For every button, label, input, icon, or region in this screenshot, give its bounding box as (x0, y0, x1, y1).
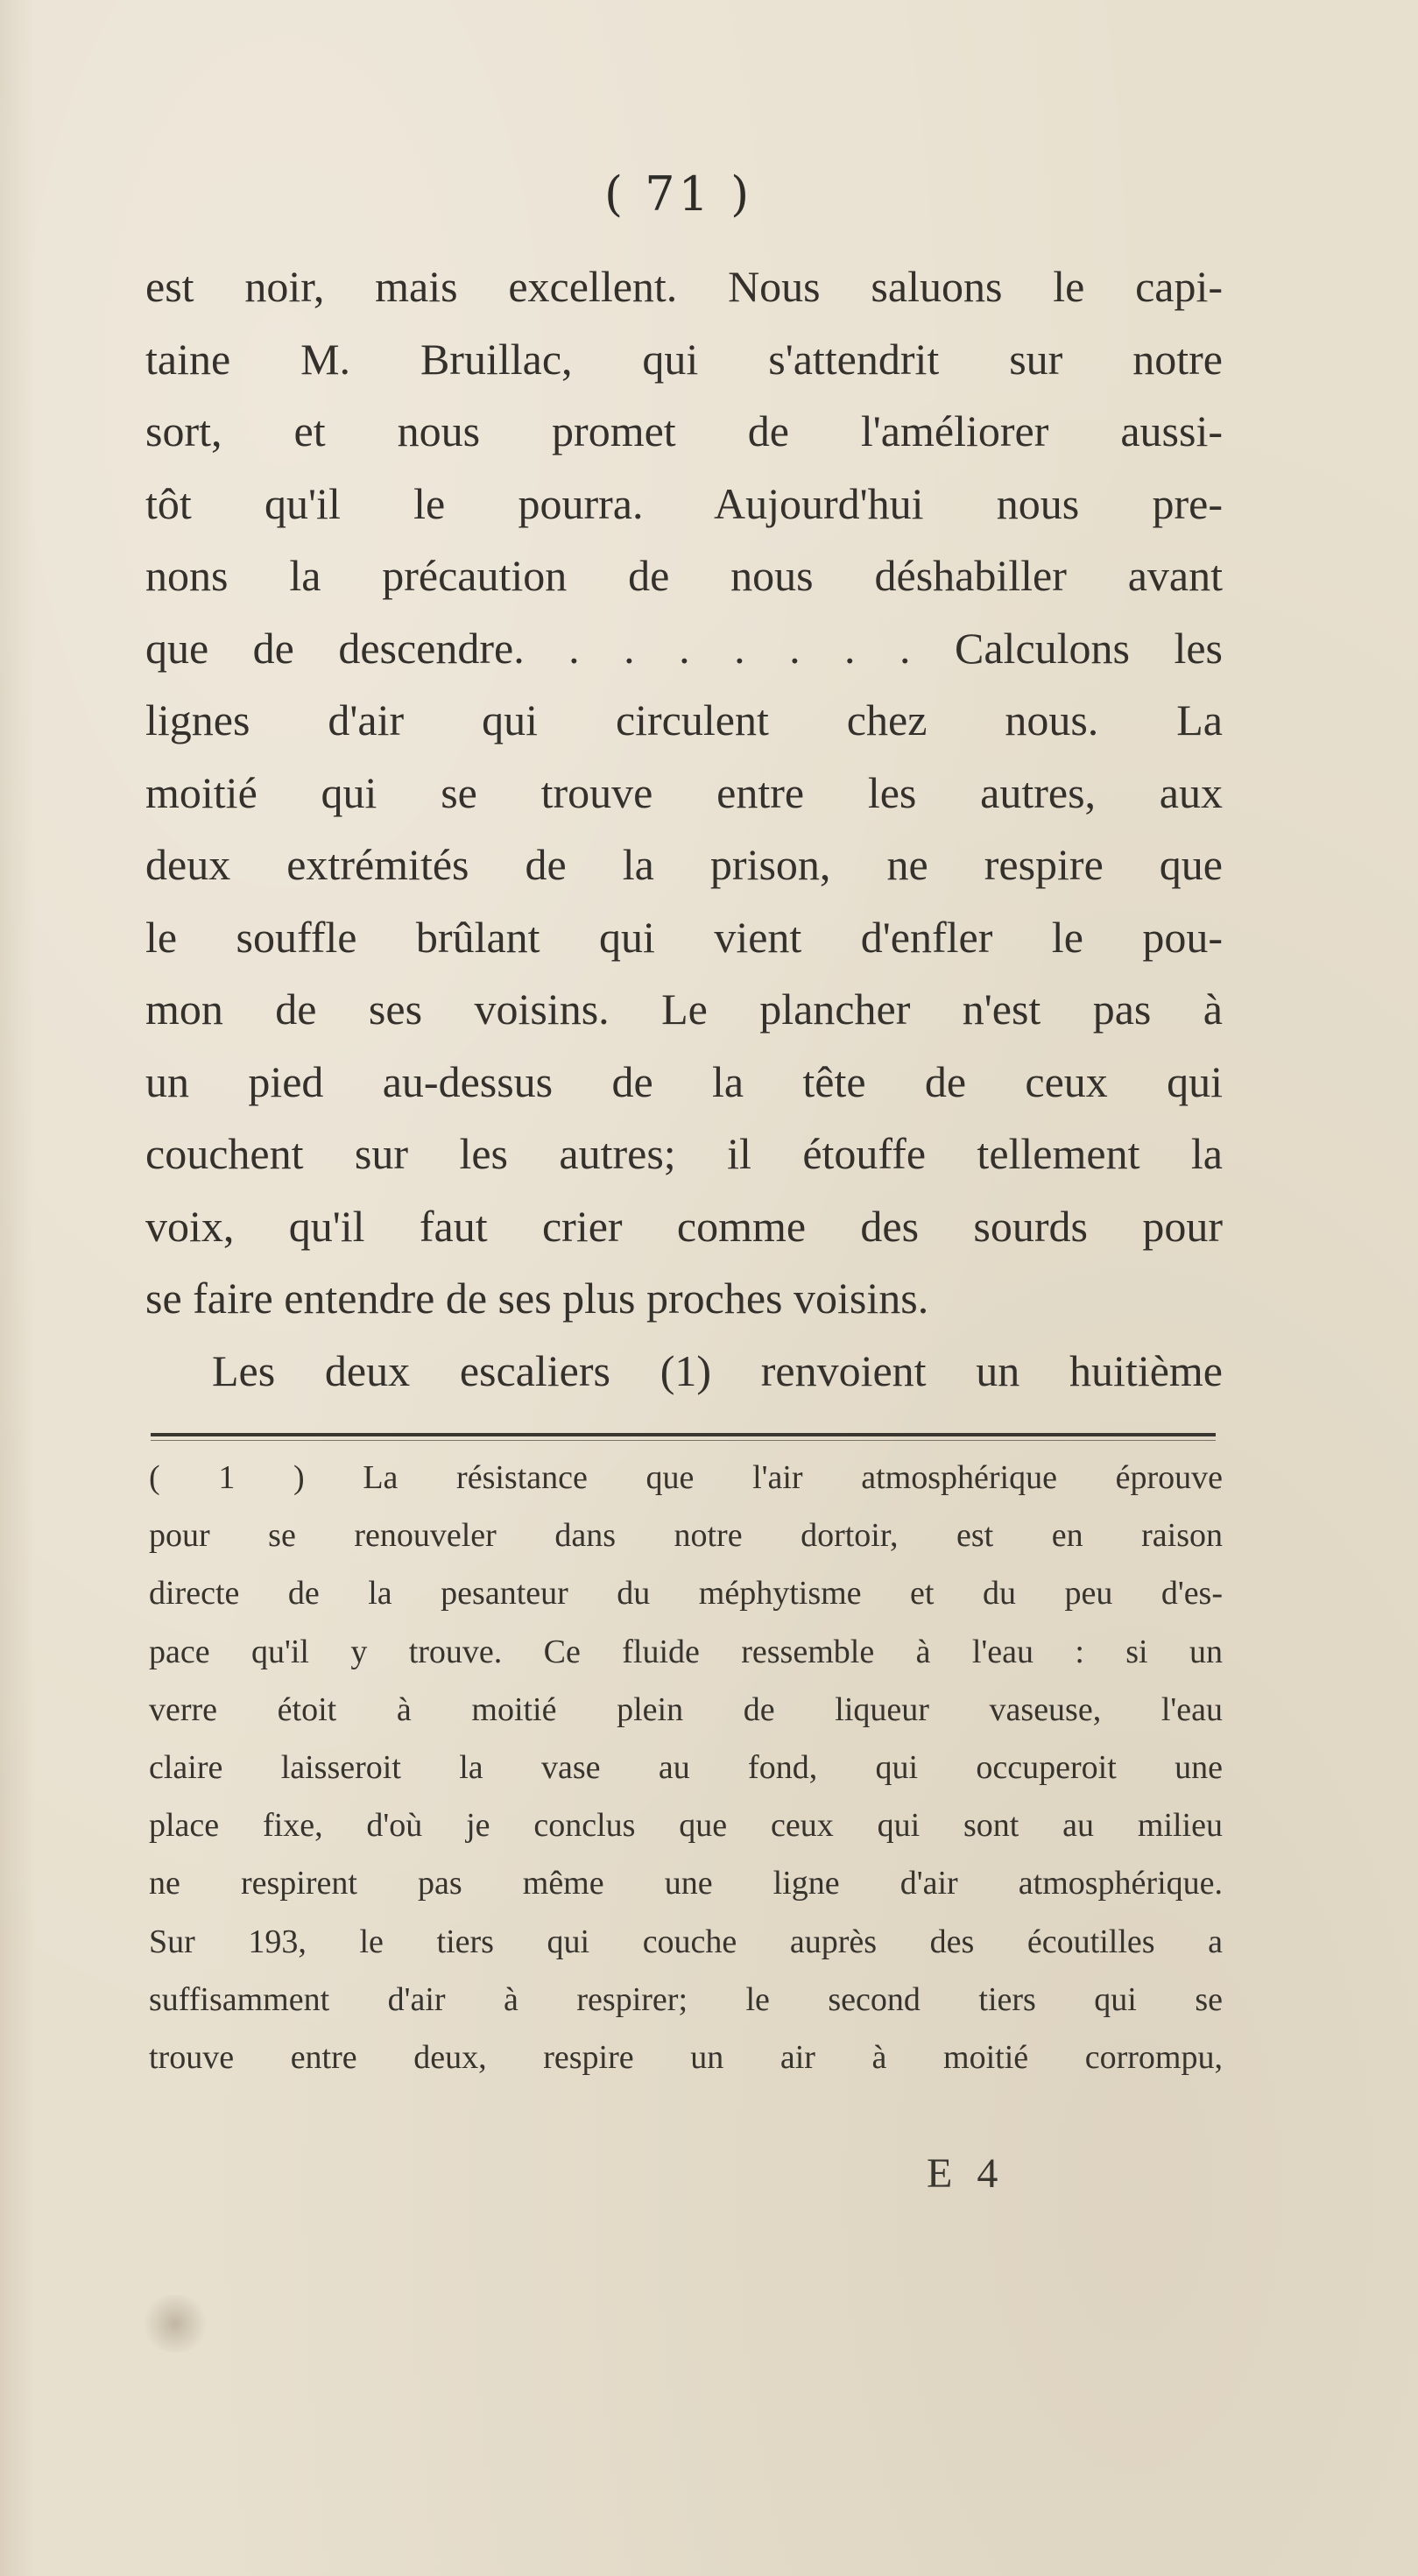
footnote-separator-rule (151, 1433, 1216, 1436)
footnote-line: pour se renouveler dans notre dortoir, est en raison (149, 1517, 1223, 1555)
text-line: moitié qui se trouve entre les autres, aux (145, 767, 1223, 817)
main-text-block (145, 251, 1223, 1407)
footnote-line: ne respirent pas même une ligne d'air atmosphérique. (149, 1865, 1223, 1902)
text-line: Les deux escaliers (1) renvoient un huitième (212, 1345, 1223, 1395)
text-line: le souffle brûlant qui vient d'enfler le pou- (145, 912, 1223, 962)
text-line: est noir, mais excellent. Nous saluons le capi- (145, 262, 1223, 311)
text-line: se faire entendre de ses plus proches voisins. (145, 1274, 929, 1323)
text-line: tôt qu'il le pourra. Aujourd'hui nous pre- (145, 478, 1223, 528)
text-line: mon de ses voisins. Le plancher n'est pas à (145, 985, 1223, 1034)
footnote-line: verre étoit à moitié plein de liqueur vaseuse, l'eau (149, 1690, 1223, 1728)
text-line: un pied au-dessus de la tête de ceux qui (145, 1056, 1223, 1106)
text-line: taine M. Bruillac, qui s'attendrit sur notre (145, 334, 1223, 384)
footnote-line: directe de la pesanteur du méphytisme et du peu d'es- (149, 1575, 1223, 1613)
paper-stain (140, 2295, 210, 2353)
footnote-line: suffisamment d'air à respirer; le second tiers qui se (149, 1980, 1223, 2018)
text-line: couchent sur les autres; il étouffe tellement la (145, 1129, 1223, 1178)
text-line: sort, et nous promet de l'améliorer aussi- (145, 406, 1223, 455)
footnote-line: ( 1 ) La résistance que l'air atmosphérique éprouve (149, 1459, 1223, 1496)
text-line: lignes d'air qui circulent chez nous. La (145, 695, 1223, 745)
text-line: deux extrémités de la prison, ne respire que (145, 840, 1223, 889)
text-line: nons la précaution de nous déshabiller avant (145, 551, 1223, 600)
signature-mark: E 4 (927, 2150, 1005, 2197)
footnote-line: pace qu'il y trouve. Ce fluide ressemble à l'eau : si un (149, 1633, 1223, 1670)
footnote-line: place fixe, d'où je conclus que ceux qui sont au milieu (149, 1807, 1223, 1845)
footnote-line: Sur 193, le tiers qui couche auprès des écoutilles a (149, 1923, 1223, 1960)
footnote-line: claire laisseroit la vase au fond, qui occuperoit une (149, 1748, 1223, 1786)
text-line: que de descendre. . . . . . . . Calculons les (145, 623, 1223, 673)
page-number: ( 71 ) (604, 166, 753, 222)
text-line: voix, qu'il faut crier comme des sourds pour (145, 1201, 1223, 1251)
footnote-block (149, 1449, 1223, 2086)
footnote-line: trouve entre deux, respire un air à moitié corrompu, (149, 2038, 1223, 2076)
